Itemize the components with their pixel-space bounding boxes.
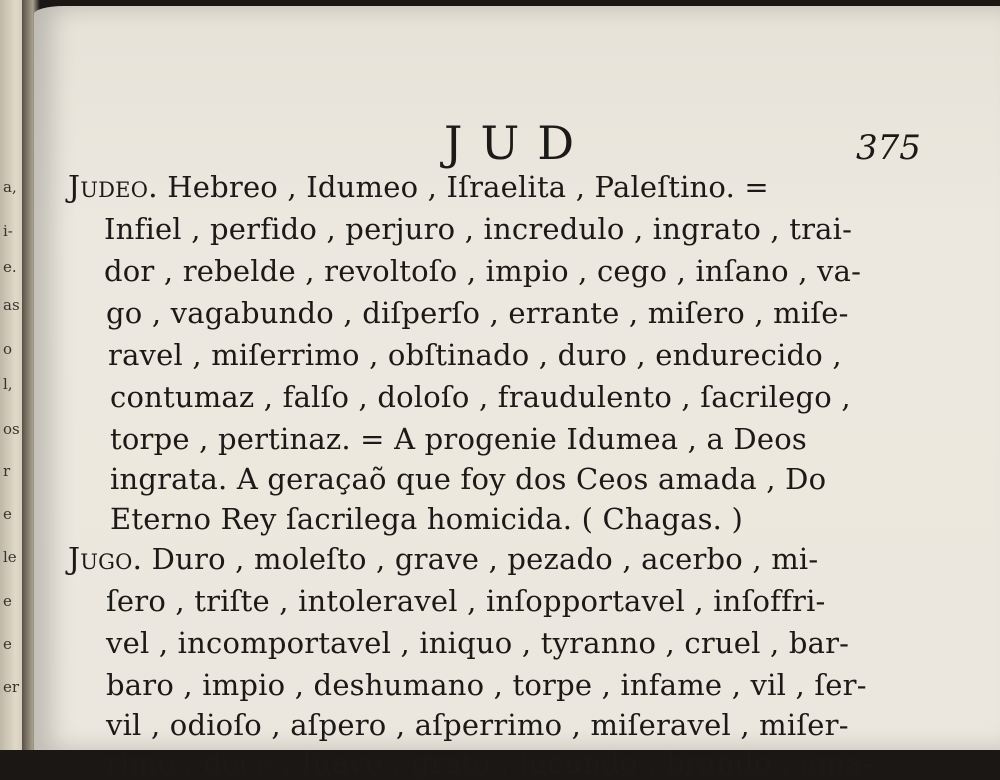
- margin-fragment: l,: [3, 375, 13, 393]
- entry-line: ſero , triſte , intoleravel , inſopportavel , inſoffri-: [106, 584, 826, 618]
- margin-fragment: e: [3, 592, 12, 610]
- entry-line: baro , impio , deshumano , torpe , infame , vil , ſer-: [106, 668, 867, 702]
- margin-fragment: a,: [3, 178, 17, 196]
- book-page: [34, 6, 1000, 780]
- entry-first-line: [68, 542, 818, 577]
- entry-line: torpe , pertinaz. = A progenie Idumea , a Deos: [110, 422, 807, 456]
- entry-line: go , vagabundo , diſperſo , errante , miſero , miſe-: [106, 296, 849, 330]
- entry-line: ingrata. A geraçaõ que foy dos Ceos amada , Do: [110, 462, 827, 496]
- margin-fragment: i-: [3, 222, 13, 240]
- margin-fragment: e: [3, 505, 12, 523]
- margin-fragment: os: [3, 420, 20, 438]
- headword: Judeo.: [68, 170, 158, 205]
- margin-fragment: le: [3, 548, 17, 566]
- entry-line: Infiel , perfido , perjuro , incredulo , ingrato , trai-: [104, 212, 853, 246]
- margin-fragment: e.: [3, 258, 17, 276]
- margin-fragment: e: [3, 635, 12, 653]
- entry-line: rimo , doce , ſuave , grato , jucundo , brando , ama-: [106, 746, 873, 780]
- margin-fragment: o: [3, 340, 13, 358]
- entry-text: Hebreo , Idumeo , Iſraelita , Paleſtino. =: [157, 170, 769, 204]
- margin-fragment: er: [3, 678, 20, 696]
- headword: Jugo.: [68, 542, 143, 577]
- entry-line: contumaz , falſo , doloſo , fraudulento , ſacrilego ,: [110, 380, 851, 414]
- entry-line: Eterno Rey ſacrilega homicida. ( Chagas. ): [110, 502, 744, 536]
- entry-first-line: [68, 170, 769, 205]
- entry-text: Duro , moleſto , grave , pezado , acerbo , mi-: [142, 542, 819, 576]
- margin-fragment: as: [3, 296, 20, 314]
- margin-fragment: r: [3, 462, 11, 480]
- entry-line: dor , rebelde , revoltoſo , impio , cego , inſano , va-: [104, 254, 862, 288]
- running-head: JUD: [444, 116, 593, 170]
- entry-line: vil , odioſo , aſpero , aſperrimo , miſeravel , miſer-: [106, 708, 849, 742]
- entry-line: ravel , miſerrimo , obſtinado , duro , endurecido ,: [108, 338, 842, 372]
- page-number: 375: [856, 128, 921, 168]
- entry-line: vel , incomportavel , iniquo , tyranno , cruel , bar-: [106, 626, 850, 660]
